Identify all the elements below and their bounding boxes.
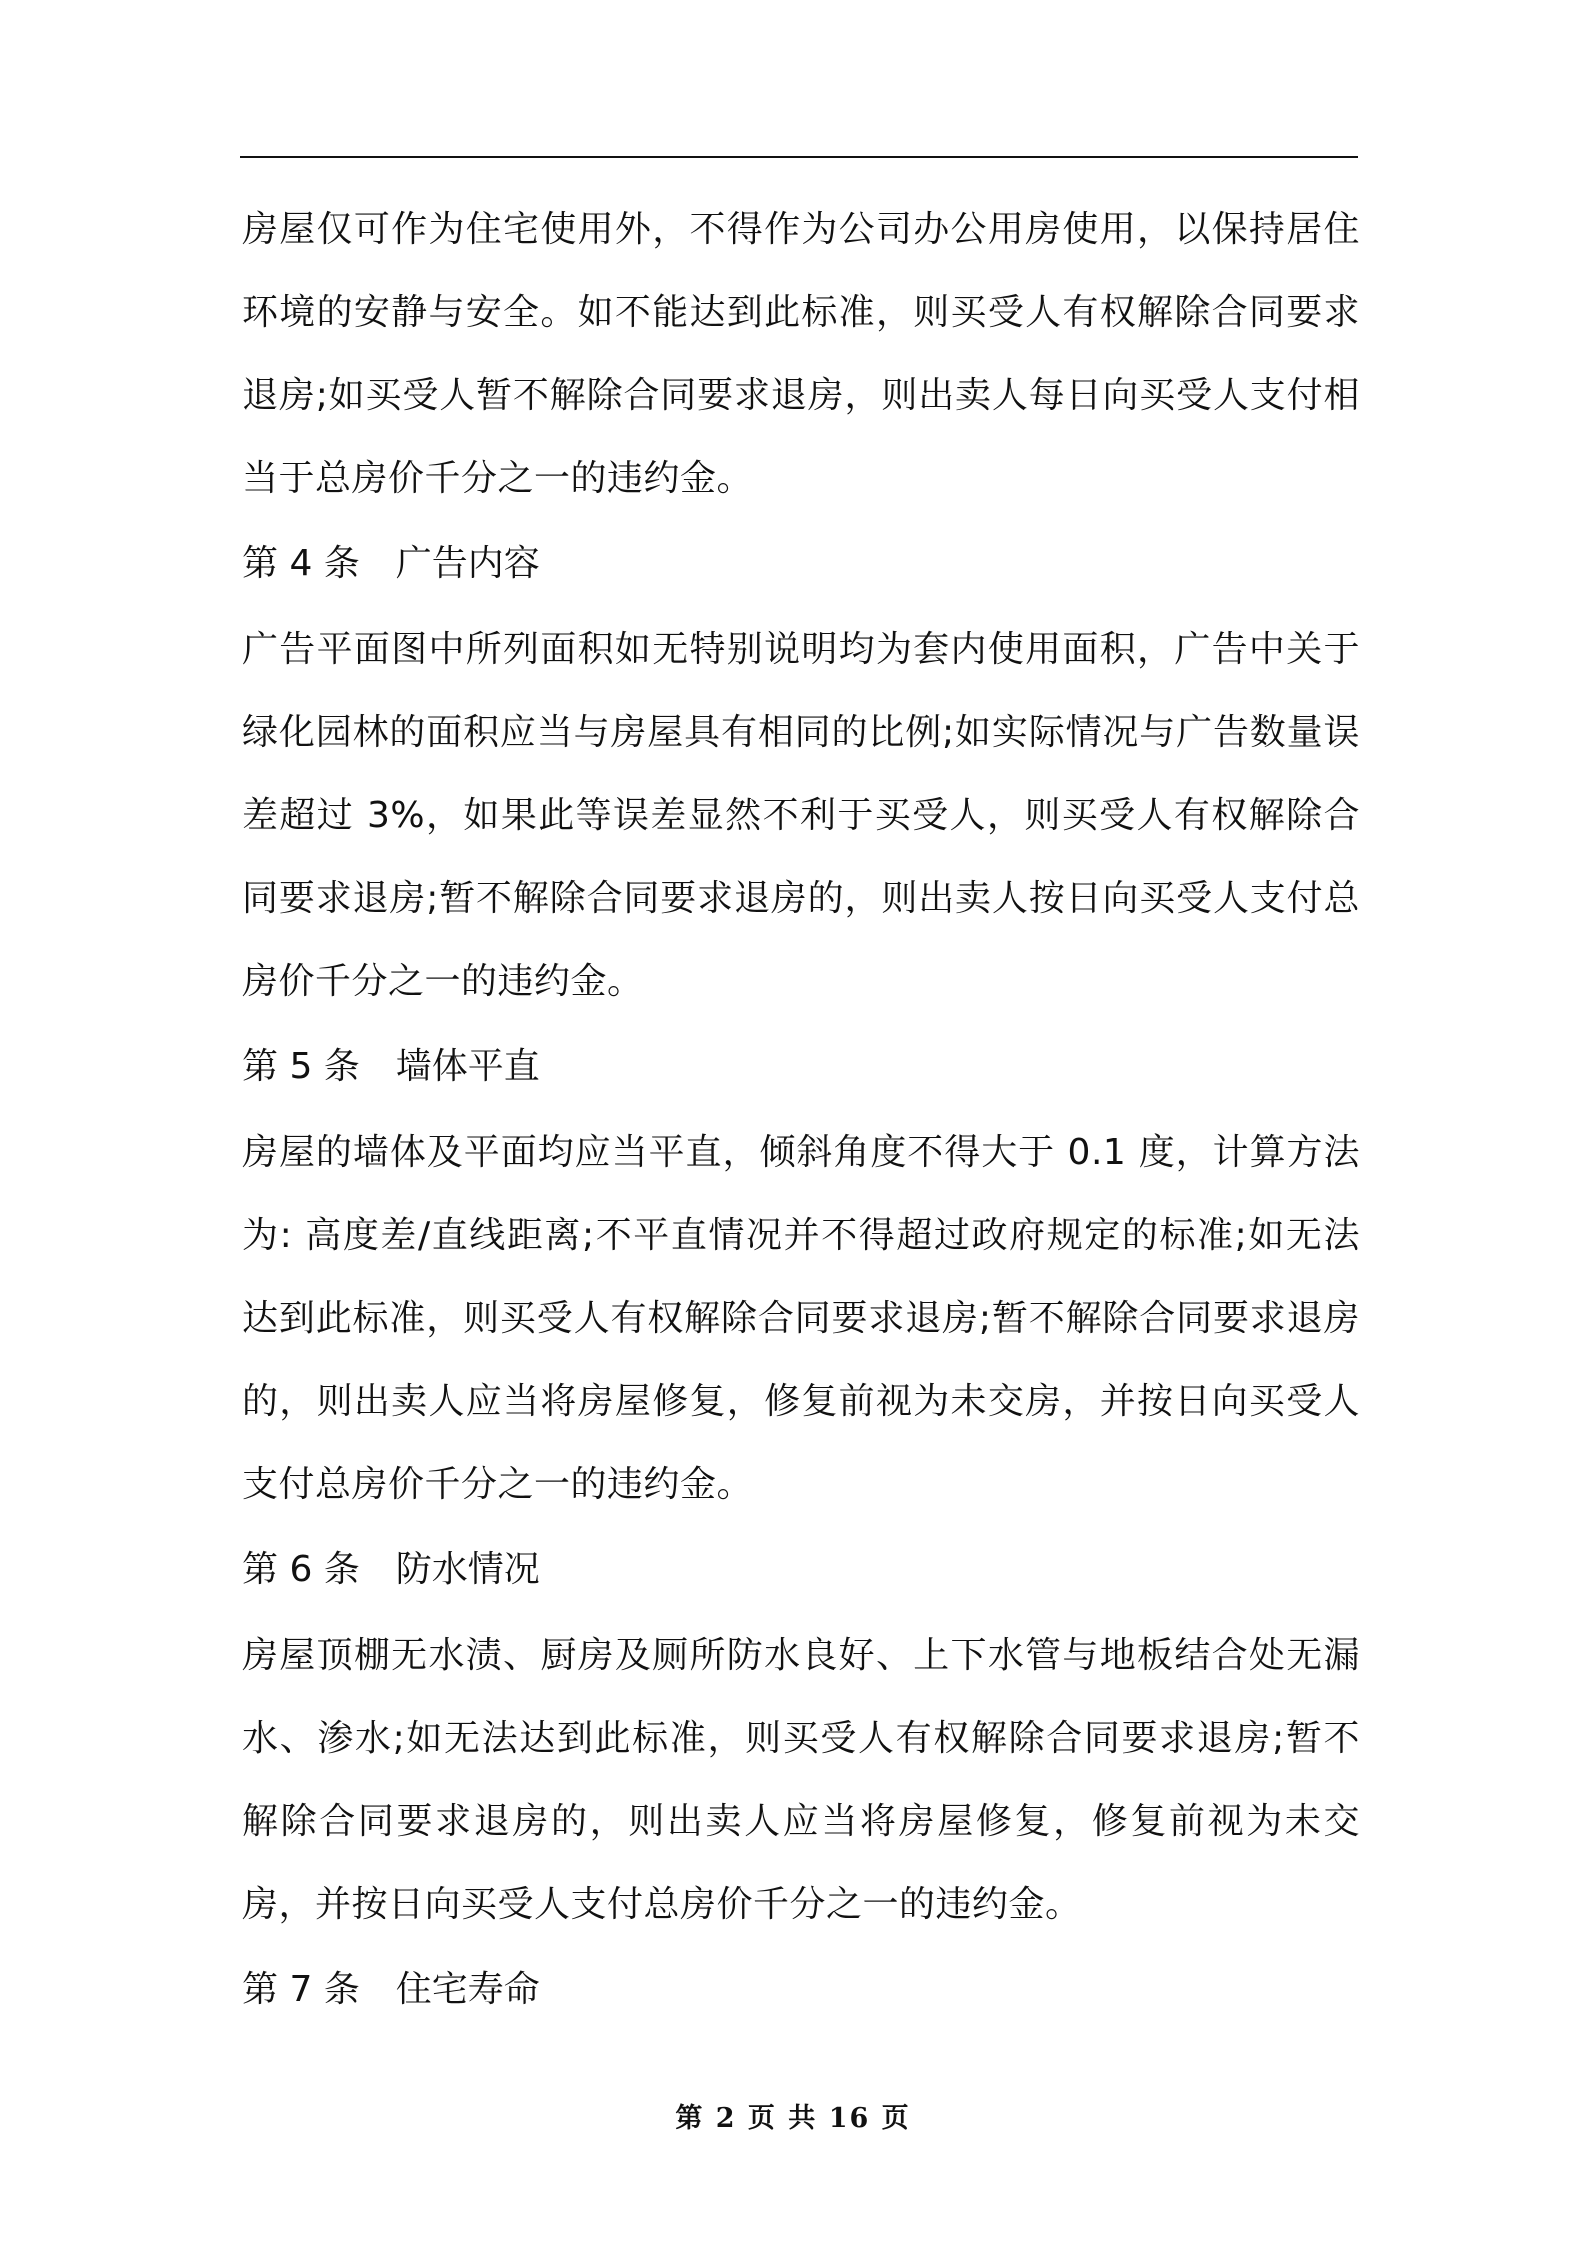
paragraph-use-restriction: 房屋仅可作为住宅使用外，不得作为公司办公用房使用，以保持居住环境的安静与安全。如不能达到此标准，则买受人有权解除合同要求退房;如买受人暂不解除合同要求退房，则出卖人每日向买受人支付相当于总房价千分之一的违约金。 xyxy=(242,209,1360,499)
article-4-heading: 第 4 条 广告内容 xyxy=(242,543,540,584)
article-5-heading: 第 5 条 墙体平直 xyxy=(242,1046,540,1087)
article-7-heading: 第 7 条 住宅寿命 xyxy=(242,1969,540,2010)
page-number-footer: 第 2 页 共 16 页 xyxy=(675,2103,911,2134)
paragraph-advertising: 广告平面图中所列面积如无特别说明均为套内使用面积，广告中关于绿化园林的面积应当与房屋具有相同的比例;如实际情况与广告数量误差超过 3%，如果此等误差显然不利于买受人，则买受人有权解除合同要求退房;暂不解除合同要求退房的，则出卖人按日向买受人支付总房价千分之一的违约金。 xyxy=(242,629,1360,1002)
document-body xyxy=(242,188,1360,2034)
header-rule xyxy=(240,156,1358,158)
article-6-heading: 第 6 条 防水情况 xyxy=(242,1549,540,1590)
paragraph-wall-flatness: 房屋的墙体及平面均应当平直，倾斜角度不得大于 0.1 度，计算方法为: 高度差/直线距离;不平直情况并不得超过政府规定的标准;如无法达到此标准，则买受人有权解除合同要求退房;暂不解除合同要求退房的，则出卖人应当将房屋修复，修复前视为未交房，并按日向买受人支付总房价千分之一的违约金。 xyxy=(242,1132,1360,1505)
paragraph-waterproofing: 房屋顶棚无水渍、厨房及厕所防水良好、上下水管与地板结合处无漏水、渗水;如无法达到此标准，则买受人有权解除合同要求退房;暂不解除合同要求退房的，则出卖人应当将房屋修复，修复前视为未交房，并按日向买受人支付总房价千分之一的违约金。 xyxy=(242,1635,1360,1925)
